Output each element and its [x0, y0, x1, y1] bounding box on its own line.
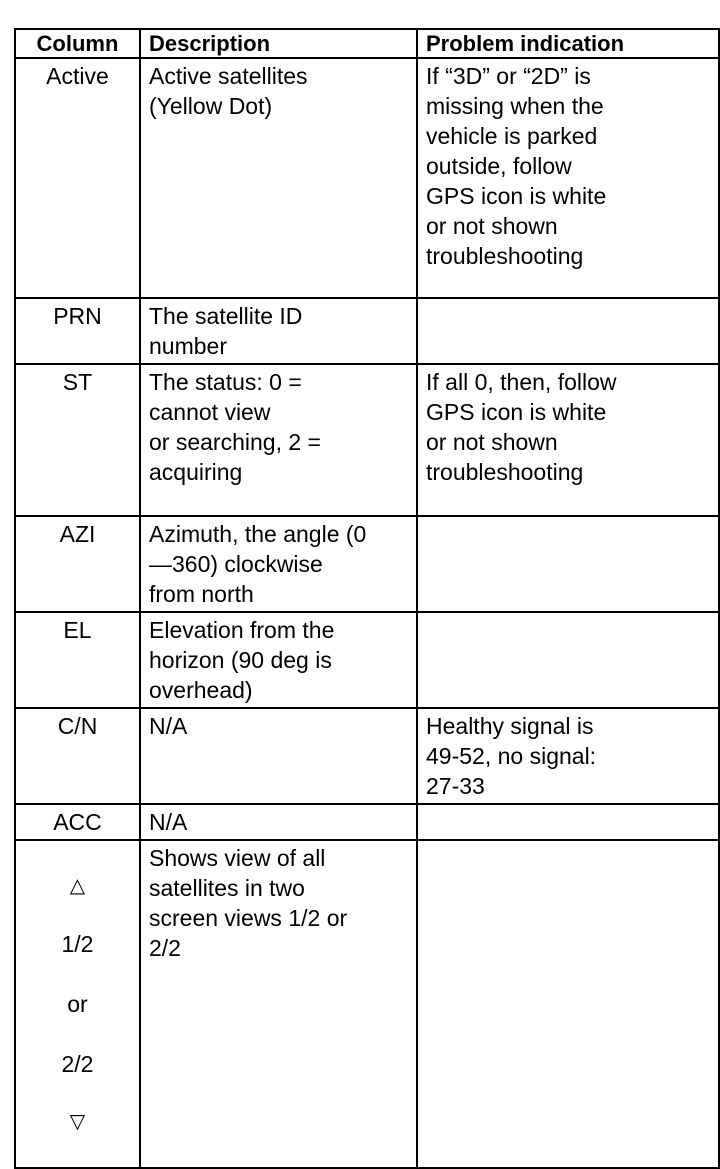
triangle-up-icon: △ [69, 875, 86, 897]
cell-problem [417, 840, 719, 1168]
cell-problem [417, 516, 719, 612]
table-row [15, 804, 719, 840]
page-two-label: 2/2 [61, 1051, 94, 1077]
table-row [15, 364, 719, 516]
cell-problem [417, 804, 719, 840]
or-label: or [67, 991, 88, 1017]
cell-column: PRN [15, 298, 140, 364]
cell-problem [417, 298, 719, 364]
gps-status-table [14, 28, 720, 1169]
cell-problem: Healthy signal is 49-52, no signal: 27-33 [417, 708, 719, 804]
cell-column: AZI [15, 516, 140, 612]
cell-column: ACC [15, 804, 140, 840]
header-problem-indication: Problem indication [417, 29, 719, 58]
cell-problem: If “3D” or “2D” is missing when the vehicle is parked outside, follow GPS icon is white or not shown troubleshooting [417, 58, 719, 298]
cell-column: EL [15, 612, 140, 708]
table-row [15, 612, 719, 708]
header-column: Column [15, 29, 140, 58]
table-row [15, 840, 719, 1168]
cell-problem: If all 0, then, follow GPS icon is white or not shown troubleshooting [417, 364, 719, 516]
table-row [15, 298, 719, 364]
cell-description: Shows view of all satellites in two screen views 1/2 or 2/2 [140, 840, 417, 1168]
cell-description: N/A [140, 708, 417, 804]
table-row [15, 708, 719, 804]
cell-description: Active satellites (Yellow Dot) [140, 58, 417, 298]
cell-description: The satellite ID number [140, 298, 417, 364]
cell-page-navigation [15, 840, 140, 1168]
cell-problem [417, 612, 719, 708]
table-header-row [15, 29, 719, 58]
table-row [15, 516, 719, 612]
cell-description: Elevation from the horizon (90 deg is overhead) [140, 612, 417, 708]
header-description: Description [140, 29, 417, 58]
table-row [15, 58, 719, 298]
page-one-label: 1/2 [61, 931, 94, 957]
cell-column: ST [15, 364, 140, 516]
cell-column: Active [15, 58, 140, 298]
cell-description: Azimuth, the angle (0 —360) clockwise from north [140, 516, 417, 612]
cell-description: N/A [140, 804, 417, 840]
cell-column: C/N [15, 708, 140, 804]
cell-description: The status: 0 = cannot view or searching, 2 = acquiring [140, 364, 417, 516]
triangle-down-icon: ▽ [69, 1111, 86, 1133]
